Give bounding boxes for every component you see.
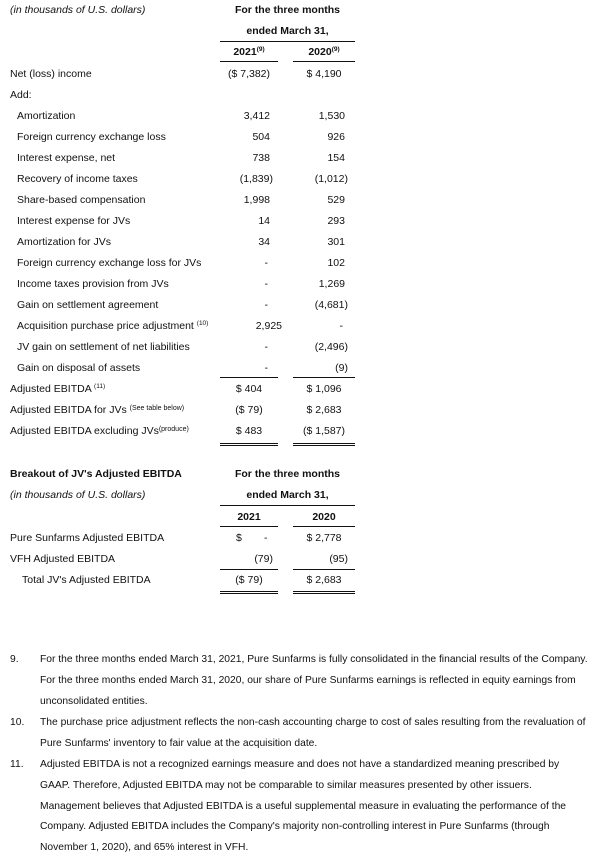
table2-units-label: (in thousands of U.S. dollars)	[10, 489, 146, 501]
table-row-label: Share-based compensation	[17, 194, 146, 206]
table1-col1-rule	[220, 61, 278, 62]
table2-total-double-rule-2021	[220, 593, 278, 594]
table-cell-2020: $ 2,683	[306, 404, 342, 416]
table-cell-2021: ($ 7,382)	[227, 68, 271, 80]
footnote-ref: (See table below)	[129, 405, 185, 412]
table-row-label: Income taxes provision from JVs	[17, 278, 169, 290]
table-cell-2021: (79)	[254, 553, 273, 565]
table-row-label	[17, 320, 208, 333]
table-cell-2021: 504	[252, 131, 270, 143]
table-cell-2020: 529	[327, 194, 345, 206]
table-cell-2020: 1,269	[318, 278, 345, 290]
table1-total-double-rule-2020	[293, 445, 355, 446]
table-row-label: Add:	[10, 89, 32, 101]
table-row-label	[10, 425, 189, 438]
table-cell-2021: ($ 79)	[235, 574, 263, 586]
footnote-ref: (produce)	[158, 426, 189, 433]
table1-period-line2: ended March 31,	[246, 25, 329, 37]
table-cell-2021: -	[264, 257, 268, 269]
table-cell-2021: 2,925	[255, 320, 282, 332]
table-cell-2020: 293	[327, 215, 345, 227]
table1-col1-footnote-ref: (9)	[256, 46, 265, 53]
table-cell-2020: 926	[327, 131, 345, 143]
footnote-ref: (10)	[196, 320, 209, 327]
table-cell-2021: -	[264, 278, 268, 290]
table2-col1-rule	[220, 526, 278, 527]
table-cell-2020: ($ 1,587)	[302, 425, 346, 437]
table-cell-2020: $ 2,778	[306, 532, 342, 544]
footnote-text: Adjusted EBITDA is not a recognized earnings measure and does not have a standardized meaning prescribed by GAAP. Therefore, Adjusted EBITDA may not be comparable to similar measures presented by other issuers. Management believes that Adjusted EBITDA is a useful supplemental measure in evaluating the performance of the Company. Adjusted EBITDA includes the Company's majority non-controlling interest in Pure Sunfarms (through November 1, 2020), and 65% interest in VFH.	[40, 759, 567, 854]
table1-units-label: (in thousands of U.S. dollars)	[10, 4, 146, 16]
table-row-label-text: Adjusted EBITDA excluding JVs	[10, 425, 159, 437]
footnote-number: 10.	[10, 717, 25, 728]
table-row-label: Interest expense, net	[17, 152, 116, 164]
table2-header-rule	[220, 505, 355, 506]
table-cell-2020: (2,496)	[314, 341, 348, 353]
table-cell-2021: $ 483	[235, 425, 263, 437]
table1-col2-rule	[293, 61, 355, 62]
table-cell-2020: $ 4,190	[306, 68, 342, 80]
table1-col2-footnote-ref: (9)	[331, 46, 340, 53]
table-cell-2021: 738	[252, 152, 270, 164]
table-cell-2020: -	[339, 320, 343, 332]
table-row-label: Foreign currency exchange loss	[17, 131, 166, 143]
table1-period-line1: For the three months	[234, 4, 340, 16]
table1-header-rule	[220, 41, 355, 42]
table-cell-2020: 301	[327, 236, 345, 248]
table-cell-2021: 14	[258, 215, 270, 227]
footnote-11	[10, 755, 590, 859]
table1-total-double-rule-2021	[220, 445, 278, 446]
table-row-label: Gain on disposal of assets	[17, 362, 141, 374]
table1-col1-year: 2021	[233, 46, 257, 58]
table-row-label: Amortization	[17, 110, 76, 122]
footnote-10	[10, 713, 590, 755]
table-cell-2020: (9)	[335, 362, 348, 374]
table-row-label: Pure Sunfarms Adjusted EBITDA	[10, 532, 165, 544]
footnote-ref: (11)	[94, 383, 106, 390]
table-cell-2021: -	[264, 299, 268, 311]
footnote-number: 11.	[10, 759, 24, 770]
table-row-label-text: Acquisition purchase price adjustment	[17, 320, 194, 332]
table2-subtotal-rule-2021	[220, 569, 278, 570]
table1-total-rule-2021	[220, 443, 278, 444]
table1-subtotal-rule-2021	[220, 377, 278, 378]
table2-period-line2: ended March 31,	[246, 489, 329, 501]
table-row-label-text: Adjusted EBITDA for JVs	[10, 404, 127, 416]
table-cell-2020: $ 2,683	[306, 574, 342, 586]
table-cell-2021: $ 404	[235, 383, 263, 395]
table1-total-rule-2020	[293, 443, 355, 444]
table-row-label: Recovery of income taxes	[17, 173, 138, 185]
table1-col2-year: 2020	[308, 46, 332, 58]
table-cell-2021: 34	[258, 236, 270, 248]
table2-col1-header: 2021	[237, 511, 261, 523]
table-cell-2020: 1,530	[318, 110, 345, 122]
footnote-9	[10, 650, 590, 712]
table2-total-rule-2020	[293, 591, 355, 592]
table-cell-2021: -	[264, 362, 268, 374]
table-row-label-text: Adjusted EBITDA	[10, 383, 92, 395]
table2-col2-rule	[293, 526, 355, 527]
table2-col2-header: 2020	[312, 511, 336, 523]
table1-col2-header	[293, 46, 355, 59]
table-cell-2021: -	[264, 532, 268, 544]
table-row-label	[10, 404, 184, 417]
footnote-text: The purchase price adjustment reflects the non-cash accounting charge to cost of sales resulting from the revaluation of Pure Sunfarms' inventory to fair value at the acquisition date.	[40, 717, 586, 749]
table-row-label	[10, 383, 105, 396]
table2-subtotal-rule-2020	[293, 569, 355, 570]
table2-total-rule-2021	[220, 591, 278, 592]
footnote-text: For the three months ended March 31, 2021, Pure Sunfarms is fully consolidated in the financial results of the Company. For the three months ended March 31, 2020, our share of Pure Sunfarms earnings is reflected in equity earnings from unconsolidated entities.	[40, 654, 588, 707]
table-row-label: Interest expense for JVs	[17, 215, 131, 227]
table-cell-2020: 102	[327, 257, 345, 269]
table-cell-2021: 3,412	[243, 110, 270, 122]
table-cell-2021: -	[264, 341, 268, 353]
table-cell-2020: $ 1,096	[306, 383, 342, 395]
footnote-number: 9.	[10, 654, 19, 665]
table1-col1-header	[220, 46, 278, 59]
table2-total-double-rule-2020	[293, 593, 355, 594]
table-row-label: Amortization for JVs	[17, 236, 111, 248]
table-cell-2021: ($ 79)	[235, 404, 263, 416]
table-row-label: JV gain on settlement of net liabilities	[17, 341, 190, 353]
table-row-label: Total JV's Adjusted EBITDA	[22, 574, 151, 586]
table-row-label: Gain on settlement agreement	[17, 299, 159, 311]
table2-title: Breakout of JV's Adjusted EBITDA	[10, 468, 182, 480]
table-row-label: VFH Adjusted EBITDA	[10, 553, 116, 565]
table2-period-line1: For the three months	[234, 468, 340, 480]
table1-subtotal-rule-2020	[293, 377, 355, 378]
table-row-label: Net (loss) income	[10, 68, 92, 80]
table-cell-2020: 154	[327, 152, 345, 164]
table-cell-2020: (1,012)	[314, 173, 348, 185]
table-row-label: Foreign currency exchange loss for JVs	[17, 257, 202, 269]
table-cell-2021: (1,839)	[239, 173, 273, 185]
table-cell-2020: (4,681)	[314, 299, 348, 311]
table-cell-2021-currency: $	[236, 532, 242, 544]
table-cell-2021: 1,998	[243, 194, 270, 206]
table-cell-2020: (95)	[329, 553, 348, 565]
